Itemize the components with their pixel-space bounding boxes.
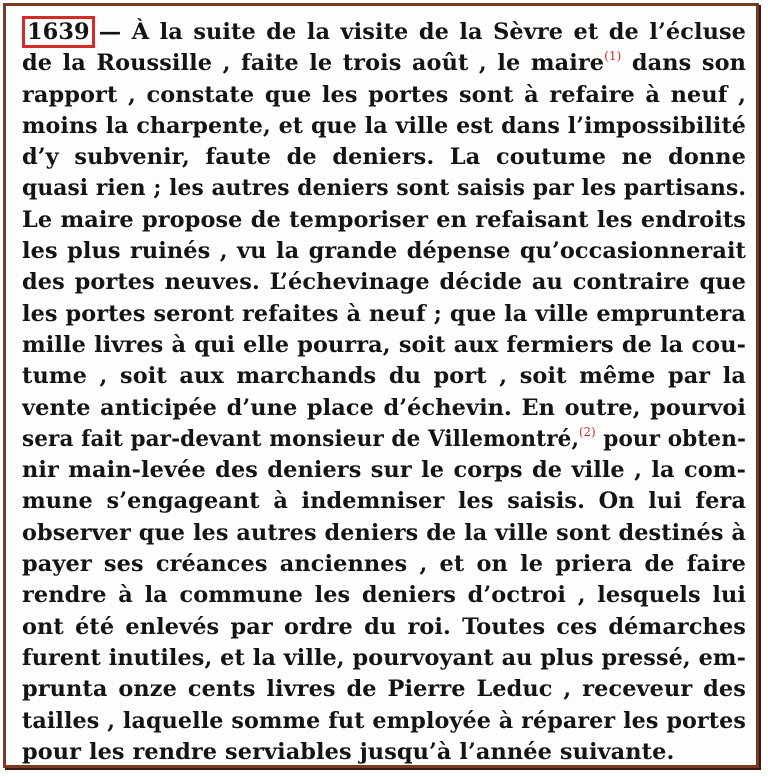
text-line-8: les plus ruinés , vu la grande dépense qu’occasionnerait: [22, 238, 746, 265]
text-line-22: prunta onze cents livres de Pierre Leduc , receveur des: [22, 676, 746, 703]
text-line-6: quasi rien ; les autres deniers sont saisis par les partisans.: [22, 175, 746, 202]
footnote-marker-2: (2): [579, 424, 596, 439]
entry-dash: —: [98, 19, 122, 45]
line-text: de la Roussille , faite le trois août , le maire: [22, 50, 605, 77]
footnote-marker-1: (1): [604, 49, 622, 64]
text-line-5: d’y subvenir, faute de deniers. La coutume ne donne: [22, 144, 746, 171]
entry-year: 1639: [27, 19, 90, 45]
text-line-15: nir main-levée des deniers sur le corps de ville , la com-: [22, 457, 746, 484]
line-text: pour obten-: [595, 425, 746, 452]
text-line-12: tume , soit aux marchands du port , soit même par la: [22, 363, 746, 390]
text-line-1: [22, 16, 746, 48]
line-text: dans son: [621, 50, 746, 77]
line-text: sera fait par-devant monsieur de Villemontré,: [22, 425, 580, 452]
document-frame: [3, 3, 759, 768]
text-line-23: tailles , laquelle somme fut employée à réparer les portes: [22, 707, 746, 734]
text-line-3: rapport , constate que les portes sont à refaire à neuf ,: [22, 81, 746, 108]
text-line-9: des portes neuves. L’échevinage décide au contraire que: [22, 269, 746, 296]
year-highlight: [22, 16, 95, 48]
text-line-21: furent inutiles, et la ville, pourvoyant au plus pressé, em-: [22, 644, 746, 671]
text-line-11: mille livres à qui elle pourra, soit aux fermiers de la cou-: [22, 331, 746, 358]
text-line-10: les portes seront refaites à neuf ; que la ville empruntera: [22, 300, 746, 327]
text-line-19: rendre à la commune les deniers d’octroi , lesquels lui: [22, 582, 746, 609]
text-line-24: pour les rendre serviables jusqu’à l’année suivante.: [22, 738, 675, 765]
text-line-13: vente anticipée d’une place d’échevin. En outre, pourvoi: [22, 394, 746, 421]
text-line-14: [22, 424, 746, 455]
text-line-16: mune s’engageant à indemniser les saisis. On lui fera: [22, 488, 746, 515]
line-text: À la suite de la visite de la Sèvre et de l’écluse: [131, 19, 746, 45]
text-line-4: moins la charpente, et que la ville est dans l’impossibilité: [22, 112, 746, 139]
text-line-18: payer ses créances anciennes , et on le priera de faire: [22, 551, 746, 578]
text-line-20: ont été enlevés par ordre du roi. Toutes ces démarches: [22, 613, 746, 640]
entry-text: [22, 16, 746, 768]
text-line-7: Le maire propose de temporiser en refaisant les endroits: [22, 206, 746, 233]
text-line-17: observer que les autres deniers de la ville sont destinés à: [22, 519, 746, 546]
text-line-2: [22, 48, 746, 79]
